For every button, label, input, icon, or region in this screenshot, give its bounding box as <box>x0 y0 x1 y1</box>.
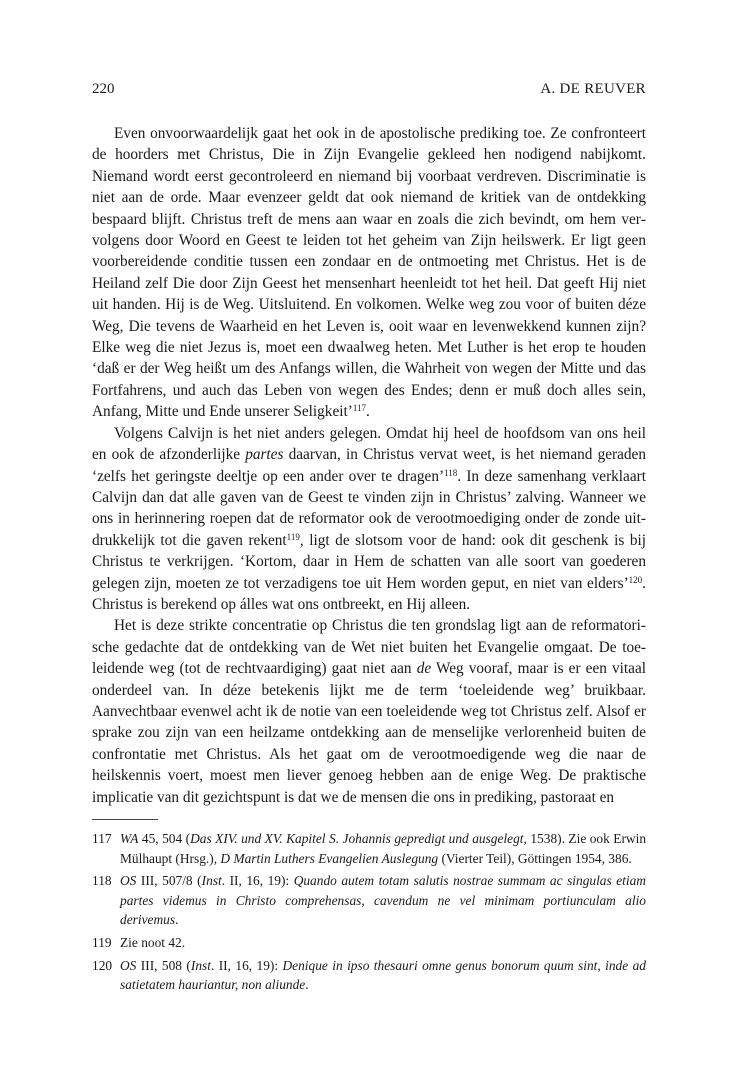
running-title: A. DE REUVER <box>540 81 646 97</box>
footnote-117: 117 WA 45, 504 (Das XIV. und XV. Kapitel S. Johannis gepredigt und ausgelegt, 1538). Zie ook Erwin Mülhaupt (Hrsg.), D Martin Luthers Evangelien Auslegung (Vierter Teil), Göttingen 1954, 386. <box>92 831 647 866</box>
paragraph-1: Even onvoorwaardelijk gaat het ook in de apostolische prediking toe. Ze confronteert de hoorders met Christus, Die in Zijn Evangelie gekleed hen nodigend nabijkomt. Niemand wordt eerst gecontroleerd en niemand bij voorbaat verdreven. Discriminatie is niet aan de orde. Maar evenzeer geldt dat ook niemand de kritiek van de ontdekking bespaard blijft. Christus treft de mens aan waar en zoals die zich bevindt, om hem vervolgens door Woord en Geest te leiden tot het geheim van Zijn heilswerk. Er ligt geen voorbereidende conditie tussen een zondaar en de ontmoeting met Christus. Het is de Heiland zelf Die door Zijn Geest het mensenhart heenleidt tot het heil. Dat geeft Hij niet uit handen. Hij is de Weg. Uitsluitend. En volkomen. Welke weg zou voor of buiten déze Weg, Die tevens de Waarheid en het Leven is, ooit waar en levenwekkend kunnen zijn? Elke weg die niet Jezus is, moet een dwaalweg heten. Met Luther is het erop te houden ‘daß er der Weg heißt um des Anfangs willen, die Wahrheit von wegen der Mitte und das Fortfahrens, und auch das Leben von wegen des Endes; denn er muß doch alles sein, Anfang, Mitte und Ende unserer Seligkeit’$^{117}$. <box>92 125 646 421</box>
paragraph-2: Volgens Calvijn is het niet anders gelegen. Omdat hij heel de hoofdsom van ons heil en ook de afzonderlijke partes daarvan, in Christus vervat weet, is het niemand geraden ‘zelfs het geringste deeltje op een ander over te dragen’$^{118}$. In deze samenhang verklaart Calvijn dan dat alle gaven van de Geest te vinden zijn in Christus’ zalving. Wanneer we ons in herinnering roepen dat de reformator ook de verootmoediging onder de zonde uitdrukkelijk tot die gaven rekent$^{119}$, ligt de slotsom voor de hand: ook dit geschenk is bij Christus te verkrijgen. ‘Kortom, daar in Hem de schatten van alle soort van goederen gelegen zijn, moeten ze tot verzadigens toe uit Hem worden geput, en niet van elders’$^{120}$. Christus is berekend op álles wat ons ontbreekt, en Hij alleen. <box>92 424 646 613</box>
footnote-118: 118 OS III, 507/8 (Inst. II, 16, 19): Quando autem totam salutis nostrae summam ac singulas etiam partes videmus in Christo comprehensas, cavendum ne vel minimam portiunculam alio derivemus. <box>92 873 646 928</box>
footnote-number: 118 <box>92 873 112 889</box>
footnote-120: 120 OS III, 508 (Inst. II, 16, 19): Denique in ipso thesauri omne genus bonorum quum sint, inde ad satietatem hauriantur, non aliunde. <box>92 957 646 993</box>
paragraph-3: Het is deze strikte concentratie op Christus die ten grondslag ligt aan de reformatorische gedachte dat de ontdekking van de Wet niet buiten het Evangelie omgaat. De toeleidende weg (tot de rechtvaardiging) gaat niet aan de Weg vooraf, maar is er een vitaal onderdeel van. In déze betekenis lijkt me de term ‘toeleidende weg’ bruikbaar. Aanvechtbaar evenwel acht ik de notie van een toeleidende weg tot Christus zelf. Alsof er sprake zou zijn van een heilzame ontdekking aan de menselijke verlorenheid buiten de confrontatie met Christus. Als het gaat om de verootmoedigende weg die naar de heilskennis voert, moest men liever genoeg hebben aan de enige Weg. De praktische implicatie van dit gezichtspunt is dat we de mensen die ons in prediking, pastoraat en <box>92 617 646 806</box>
footnote-divider <box>92 819 158 820</box>
footnote-number: 119 <box>92 934 112 950</box>
footnote-ref-119: 119 <box>286 531 300 542</box>
footnote-number: 117 <box>92 831 112 846</box>
footnotes <box>92 829 646 998</box>
footnote-ref-120: 120 <box>628 574 643 585</box>
footnote-ref-117: 117 <box>352 403 367 414</box>
footnote-number: 120 <box>92 957 113 973</box>
footnote-119: 119 Zie noot 42. <box>92 933 646 953</box>
main-text <box>92 123 646 808</box>
footnote-ref-118: 118 <box>444 467 458 478</box>
page-number: 220 <box>92 81 115 97</box>
